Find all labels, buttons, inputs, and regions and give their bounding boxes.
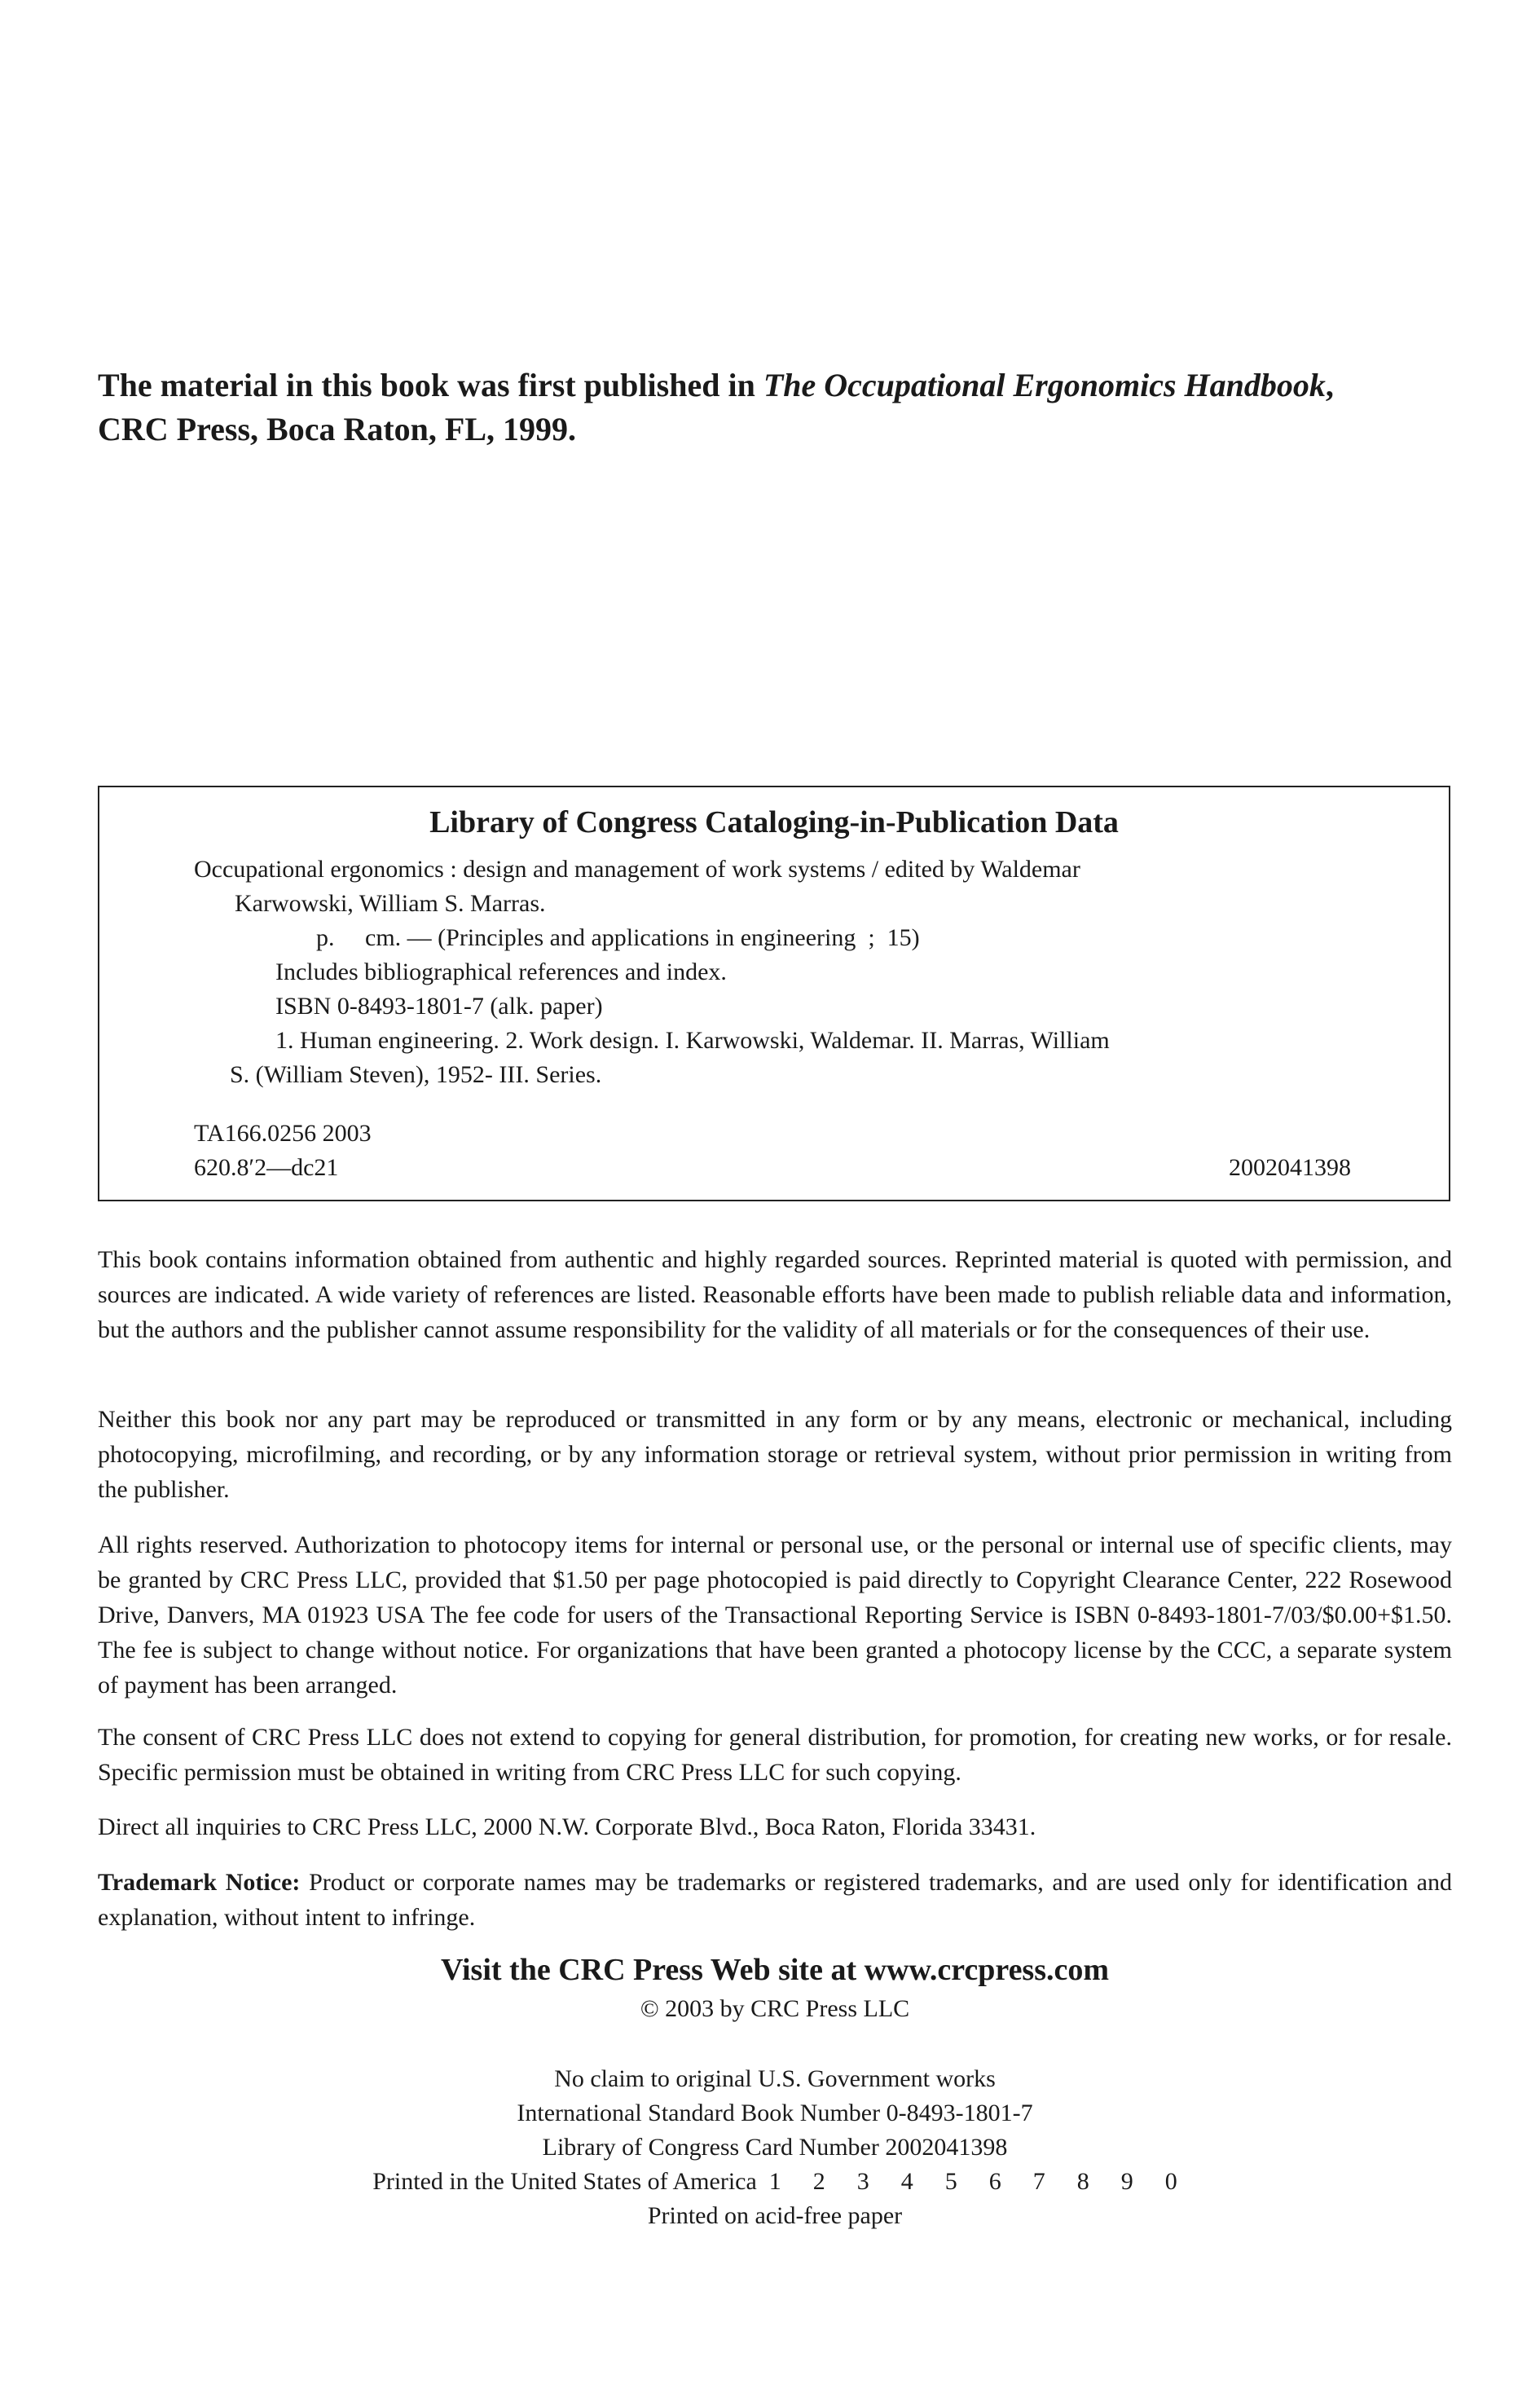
cip-lccn: 2002041398 bbox=[1229, 1154, 1351, 1181]
cip-line-4: Includes bibliographical references and index. bbox=[275, 958, 727, 985]
cip-line-2: Karwowski, William S. Marras. bbox=[235, 890, 546, 917]
paragraph-reproduction: Neither this book nor any part may be reproduced or transmitted in any form or by any means, electronic or mechanical, including photocopying, microfilming, and recording, or by any information storage or retrieval system, without prior permission in writing from the publisher. bbox=[98, 1406, 1452, 1503]
origin-comma: , bbox=[1325, 367, 1334, 403]
paragraph-trademark bbox=[98, 1865, 1452, 1935]
cip-line-1: Occupational ergonomics : design and management of work systems / edited by Waldemar bbox=[194, 856, 1080, 883]
paragraph-rights: All rights reserved. Authorization to photocopy items for internal or personal use, or the personal or internal use of specific clients, may be granted by CRC Press LLC, provided that $1.50 per page photocopied is paid directly to Copyright Clearance Center, 222 Rosewood Drive, Danvers, MA 01923 USA The fee code for users of the Transactional Reporting Service is ISBN 0-8493-1801-7/03/$0.00+$1.50. The fee is subject to change without notice. For organizations that have been granted a photocopy license by the CCC, a separate system of payment has been arranged. bbox=[98, 1531, 1452, 1699]
copyright-line: © 2003 by CRC Press LLC bbox=[640, 1995, 910, 2022]
cip-title: Library of Congress Cataloging-in-Publication Data bbox=[429, 805, 1119, 839]
acid-free-line: Printed on acid-free paper bbox=[647, 2202, 903, 2229]
cip-line-5: ISBN 0-8493-1801-7 (alk. paper) bbox=[275, 993, 603, 1020]
trademark-text: Product or corporate names may be trademarks or registered trademarks, and are used only for identification and explanation, without intent to infringe. bbox=[98, 1869, 1452, 1931]
cip-call-number: TA166.0256 2003 bbox=[194, 1120, 372, 1147]
isbn-line: International Standard Book Number 0-8493-1801-7 bbox=[517, 2100, 1033, 2126]
cip-data-box bbox=[98, 786, 1450, 1201]
cip-line-3: p. cm. — (Principles and applications in engineering ; 15) bbox=[316, 924, 920, 951]
origin-notice bbox=[98, 364, 1450, 452]
printed-in-line bbox=[98, 2165, 1452, 2199]
trademark-label: Trademark Notice: bbox=[98, 1869, 301, 1896]
print-run-digits: 1 2 3 4 5 6 7 8 9 0 bbox=[768, 2168, 1177, 2195]
cip-dewey: 620.8′2—dc21 bbox=[194, 1154, 339, 1181]
handbook-title: The Occupational Ergonomics Handbook bbox=[763, 367, 1326, 403]
government-works-line: No claim to original U.S. Government works bbox=[554, 2065, 996, 2092]
website-notice: Visit the CRC Press Web site at www.crcpress.com bbox=[440, 1953, 1110, 1987]
cip-line-7: S. (William Steven), 1952- III. Series. bbox=[230, 1061, 602, 1088]
paragraph-consent: The consent of CRC Press LLC does not extend to copying for general distribution, for promotion, for creating new works, or for resale. Specific permission must be obtained in writing from CRC Press LLC for such copying. bbox=[98, 1724, 1452, 1786]
printed-in-text: Printed in the United States of America bbox=[372, 2168, 757, 2195]
lccn-line: Library of Congress Card Number 2002041398 bbox=[542, 2134, 1008, 2161]
origin-publisher: CRC Press, Boca Raton, FL, 1999. bbox=[98, 411, 577, 447]
paragraph-inquiries: Direct all inquiries to CRC Press LLC, 2000 N.W. Corporate Blvd., Boca Raton, Florida 33431. bbox=[98, 1813, 1036, 1840]
paragraph-sources: This book contains information obtained from authentic and highly regarded sources. Reprinted material is quoted with permission, and sources are indicated. A wide variety of references are listed. Reasonable efforts have been made to publish reliable data and information, but the authors and the publisher cannot assume responsibility for the validity of all materials or for the consequences of their use. bbox=[98, 1246, 1452, 1343]
cip-line-6: 1. Human engineering. 2. Work design. I. Karwowski, Waldemar. II. Marras, William bbox=[275, 1027, 1110, 1054]
origin-prefix: The material in this book was first published in bbox=[98, 367, 763, 403]
